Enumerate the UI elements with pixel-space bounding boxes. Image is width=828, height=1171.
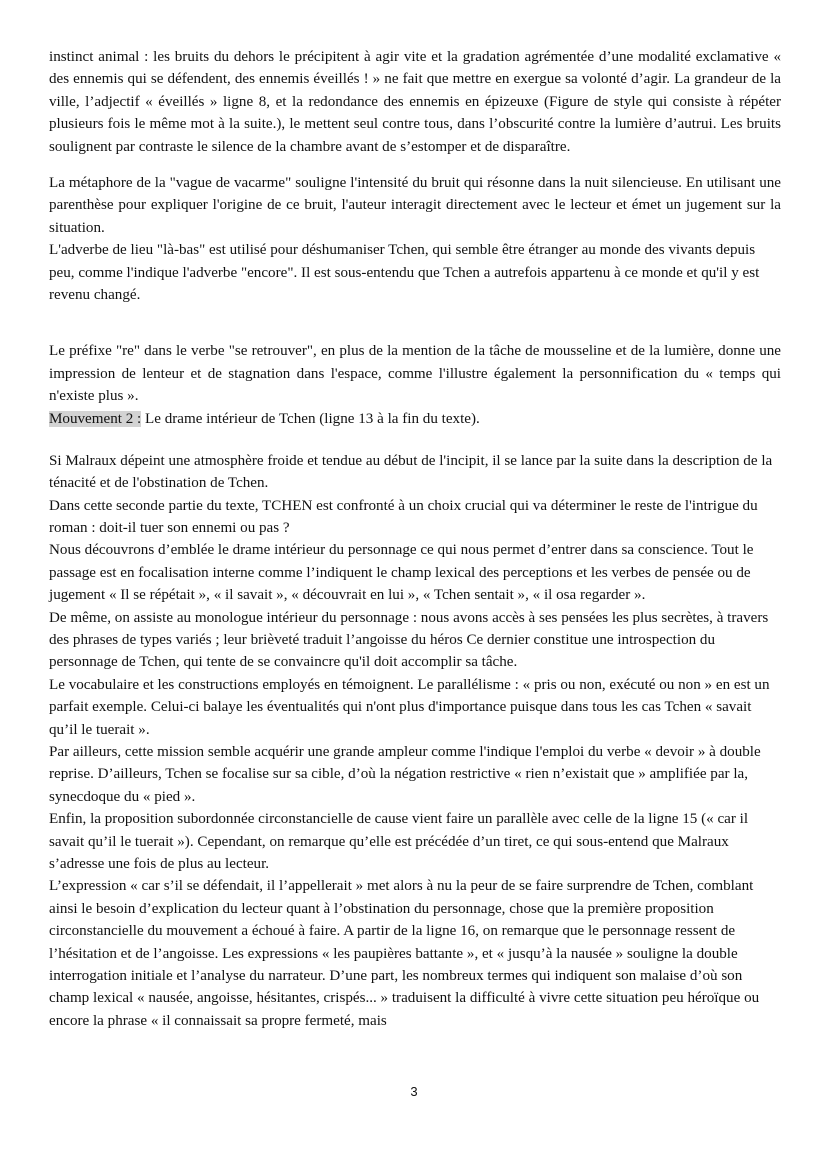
paragraph-intro: Si Malraux dépeint une atmosphère froide et tendue au début de l'incipit, il se lance par la suite dans la description de la ténacité et de l'obstination de Tchen. — [49, 452, 773, 492]
movement-2-body — [49, 450, 781, 1033]
page-number: 3 — [410, 1084, 418, 1099]
paragraph-choice: Dans cette seconde partie du texte, TCHEN est confronté à un choix crucial qui va déterminer le reste de l'intrigue du roman : doit-il tuer son ennemi ou pas ? — [49, 497, 758, 536]
paragraph-internal-drama: Nous découvrons d’emblée le drame intérieur du personnage ce qui nous permet d’entrer dans sa conscience. Tout le passage est en focalisation interne comme l’indiquent le champ lexical des perceptions et les verbes de pensée ou de jugement « Il se répétait », « il savait », « découvrait en lui », « Tchen sentait », « il osa regarder ». — [49, 542, 754, 604]
section-title: Le drame intérieur de Tchen (ligne 13 à la fin du texte). — [141, 410, 480, 427]
section-label-highlight: Mouvement 2 : — [49, 410, 142, 427]
paragraph-adverb: L'adverbe de lieu "là-bas" est utilisé pour déshumaniser Tchen, qui semble être étranger au monde des vivants depuis peu, comme l'indique l'adverbe "encore". Il est sous-entendu que Tchen a autrefois appartenu à ce monde et qu'il y est revenu changé. — [49, 242, 760, 304]
section-heading-movement-2 — [49, 408, 781, 430]
paragraph-mission: Par ailleurs, cette mission semble acquérir une grande ampleur comme l'indique l'emploi du verbe « devoir » à double reprise. D’ailleurs, Tchen se focalise sur sa cible, d’où la négation restrictive « rien n’existait que » amplifiée par la, synecdoque du « pied ». — [49, 743, 761, 805]
paragraph-prefix: Le préfixe "re" dans le verbe "se retrouver", en plus de la mention de la tâche de mousseline et de la lumière, donne une impression de lenteur et de stagnation dans l'espace, comme l'illustre également la personnification du « temps qui n'existe plus ». — [49, 343, 781, 405]
paragraph-expression: L’expression « car s’il se défendait, il l’appellerait » met alors à nu la peur de se faire surprendre de Tchen, comblant ainsi le besoin d’explication du lecteur quant à l’obstination du personnage, chose que la première proposition circonstancielle du mouvement a échoué à faire. A partir de la ligne 16, on remarque que le personnage ressent de l’hésitation et de l’angoisse. Les expressions « les paupières battante », et « jusqu’à la nausée » souligne la double interrogation initiale et l’analyse du narrateur. D’une part, les nombreux termes qui indiquent son malaise d’où son champ lexical « nausée, angoisse, hésitantes, crispés... » traduisent la difficulté à vivre cette situation peu héroïque ou encore la phrase « il connaissait sa propre fermeté, mais — [49, 878, 760, 1029]
paragraph-animal-instinct: instinct animal : les bruits du dehors le précipitent à agir vite et la gradation agrémentée d’une modalité exclamative « des ennemis qui se défendent, des ennemis éveillés ! » ne fait que mettre en exergue sa volonté d’agir. La grandeur de la ville, l’adjectif « éveillés » ligne 8, et la redondance des ennemis en épizeuxe (Figure de style qui consiste à répéter plusieurs fois le même mot à la suite.), le mettent seul contre tous, dans l’obscurité contre la lumière d’autrui. Les bruits soulignent par contraste le silence de la chambre avant de s’estomper et de disparaître. — [49, 49, 781, 155]
document-page — [49, 46, 781, 1032]
paragraph-metaphor: La métaphore de la "vague de vacarme" souligne l'intensité du bruit qui résonne dans la nuit silencieuse. En utilisant une parenthèse pour expliquer l'origine de ce bruit, l'auteur interagit directement avec le lecteur et émet un jugement sur la situation. — [49, 175, 781, 236]
paragraph-subordinate: Enfin, la proposition subordonnée circonstancielle de cause vient faire un parallèle avec celle de la ligne 15 (« car il savait qu’il le tuerait »). Cependant, on remarque qu’elle est précédée d’un tiret, ce qui sous-entend que Malraux s’adresse une fois de plus au lecteur. — [49, 811, 749, 872]
paragraph-monologue: De même, on assiste au monologue intérieur du personnage : nous avons accès à ses pensées les plus secrètes, à travers des phrases de types variés ; leur brièveté traduit l’angoisse du héros Ce dernier constitue une introspection du personnage de Tchen, qui tente de se convaincre qu'il doit accomplir sa tâche. — [49, 609, 769, 671]
paragraph-parallelism: Le vocabulaire et les constructions employés en témoignent. Le parallélisme : « pris ou non, exécuté ou non » en est un parfait exemple. Celui-ci balaye les éventualités qui n'ont plus d'importance puisque dans tous les cas Tchen « savait qu’il le tuerait ». — [49, 676, 770, 738]
